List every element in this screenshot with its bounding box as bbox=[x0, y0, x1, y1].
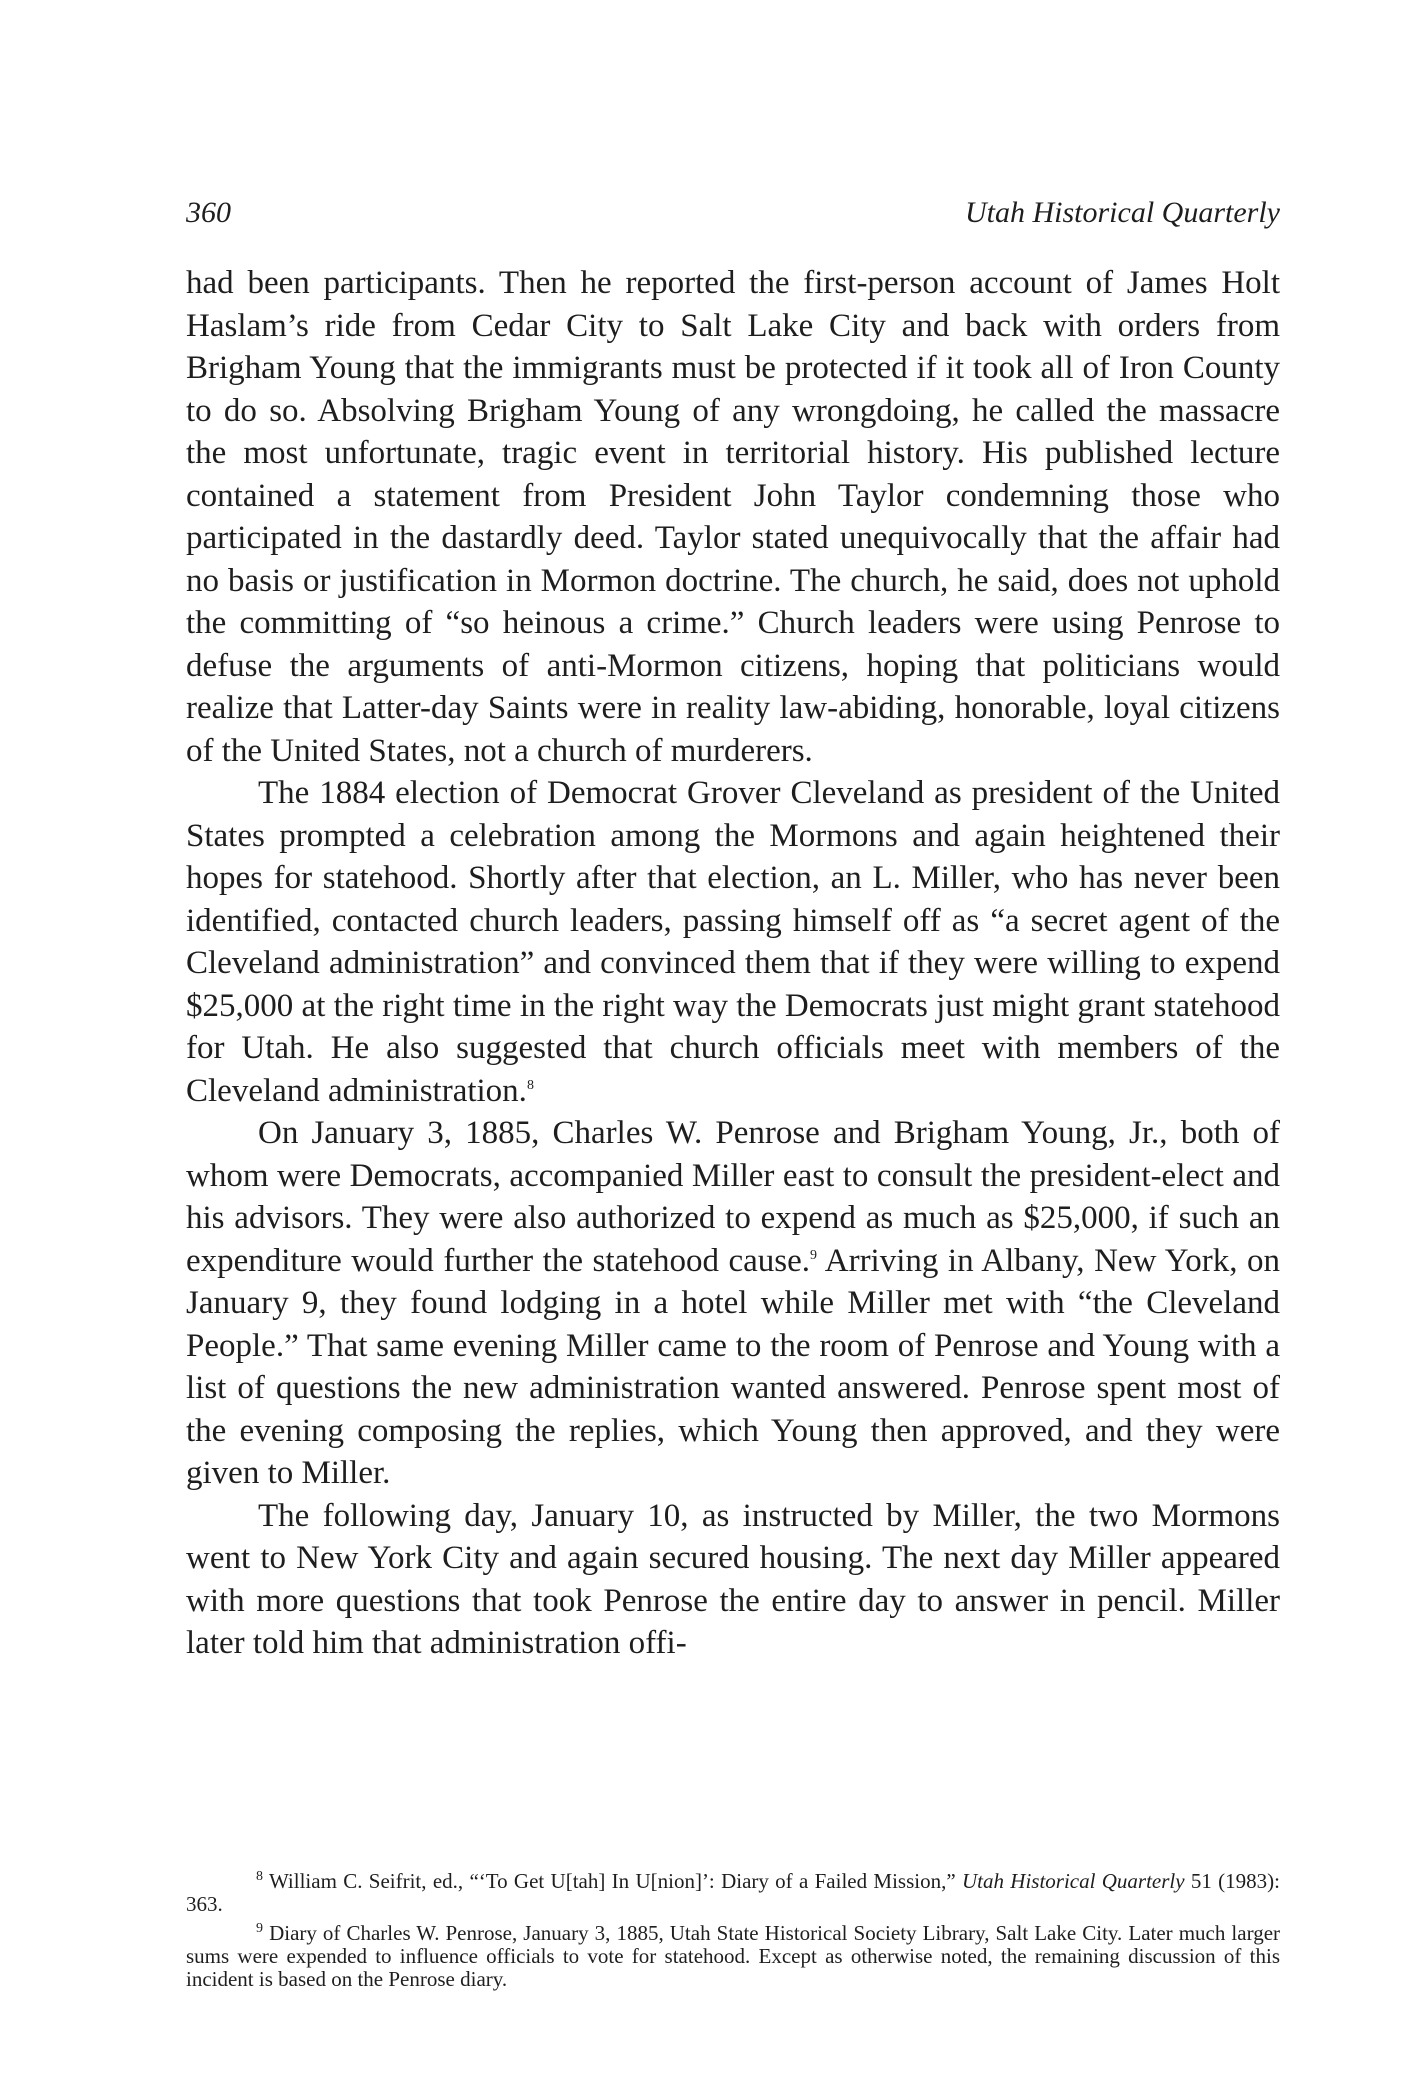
footnotes bbox=[186, 1870, 1280, 1997]
page-content bbox=[186, 196, 1280, 1665]
footnote-text: Diary of Charles W. Penrose, January 3, 1885, Utah State Historical Society Library, Salt Lake City. Later much larger sums were expended to influence officials to vote for statehood. Except as otherwise noted, the remaining discussion of this incident is based on the Penrose diary. bbox=[186, 1921, 1281, 1991]
paragraph-4 bbox=[186, 1495, 1280, 1665]
journal-title: Utah Historical Quarterly bbox=[965, 196, 1280, 229]
footnote-text: William C. Seifrit, ed., “‘To Get U[tah] In U[nion]’: Diary of a Failed Mission,” bbox=[268, 1869, 962, 1893]
footnote-reference-8[interactable]: 8 bbox=[526, 1077, 534, 1093]
footnote-journal-title: Utah Historical Quarterly bbox=[961, 1869, 1185, 1893]
paragraph-3 bbox=[186, 1112, 1280, 1495]
paragraph-text: had been participants. Then he reported the first-person account of James Holt Haslam’s ride from Cedar City to Salt Lake City and back with orders from Brigham Young that the immigrants must be protected if it took all of Iron County to do so. Absolving Brigham Young of any wrongdoing, he called the massacre the most unfortunate, tragic event in territorial history. His published lecture contained a statement from President John Taylor condemning those who participated in the dastardly deed. Taylor stated unequivocally that the affair had no basis or justification in Mormon doctrine. The church, he said, does not uphold the committing of “so heinous a crime.” Church leaders were using Penrose to defuse the arguments of anti-Mormon citizens, hoping that politicians would realize that Latter-day Saints were in reality law-abiding, honorable, loyal citizens of the United States, not a church of murderers. bbox=[186, 265, 1280, 769]
paragraph-1 bbox=[186, 262, 1280, 772]
paragraph-text: The following day, January 10, as instructed by Miller, the two Mormons went to New York City and again secured housing. The next day Miller appeared with more questions that took Penrose the entire day to answer in pencil. Miller later told him that administration offi- bbox=[186, 1497, 1280, 1661]
article-body bbox=[186, 262, 1280, 1665]
footnote-9 bbox=[186, 1922, 1280, 1991]
page-number: 360 bbox=[186, 196, 231, 229]
footnote-8 bbox=[186, 1870, 1280, 1916]
paragraph-2 bbox=[186, 772, 1280, 1112]
footnote-text-continued: 51 (1983): 363. bbox=[186, 1869, 1281, 1916]
paragraph-text: On January 3, 1885, Charles W. Penrose and Brigham Young, Jr., both of whom were Democrats, accompanied Miller east to consult the president-elect and his advisors. They were also authorized to expend as much as $25,000, if such an expenditure would further the statehood cause. bbox=[186, 1115, 1280, 1279]
footnote-reference-9[interactable]: 9 bbox=[810, 1247, 818, 1263]
footnote-mark: 8 bbox=[256, 1869, 263, 1884]
paragraph-text: The 1884 election of Democrat Grover Cleveland as president of the United States prompted a celebration among the Mormons and again heightened their hopes for statehood. Shortly after that election, an L. Miller, who has never been identified, contacted church leaders, passing himself off as “a secret agent of the Cleveland administration” and convinced them that if they were willing to expend $25,000 at the right time in the right way the Democrats just might grant statehood for Utah. He also suggested that church officials meet with members of the Cleveland administration. bbox=[186, 775, 1280, 1109]
running-head bbox=[186, 196, 1280, 236]
paragraph-text-continued: Arriving in Albany, New York, on January 9, they found lodging in a hotel while Miller met with “the Cleveland People.” That same evening Miller came to the room of Penrose and Young with a list of questions the new administration wanted answered. Penrose spent most of the evening composing the replies, which Young then approved, and they were given to Miller. bbox=[186, 1242, 1280, 1491]
footnote-mark: 9 bbox=[256, 1921, 263, 1936]
